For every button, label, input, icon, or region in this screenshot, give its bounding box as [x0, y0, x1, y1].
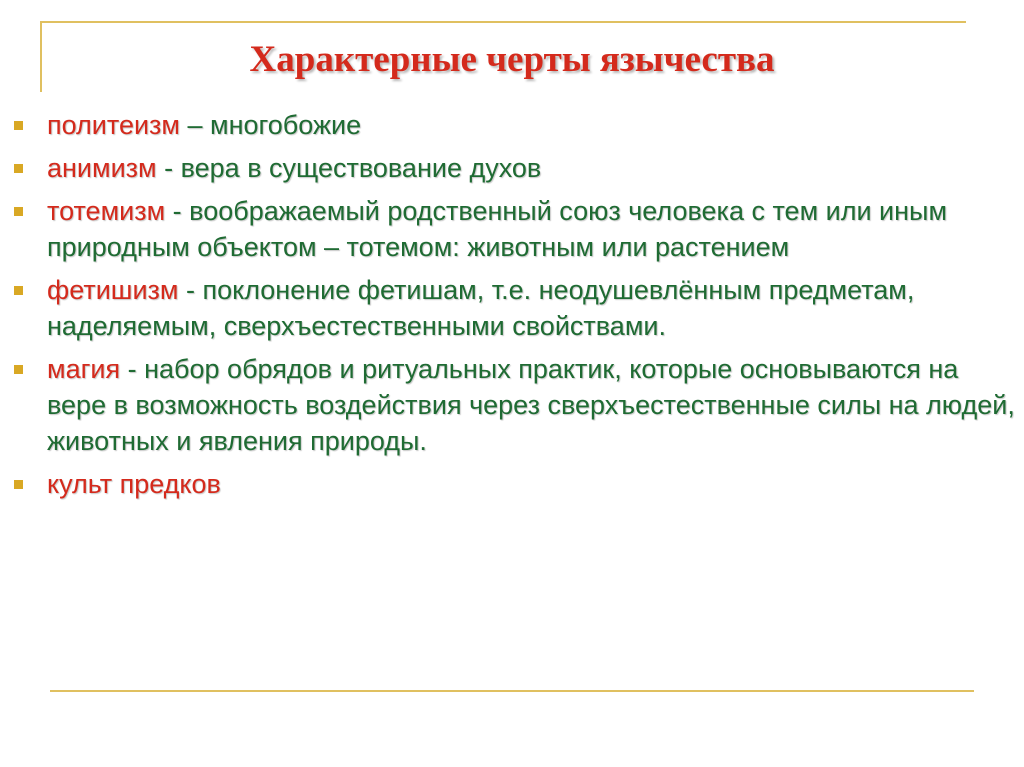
term: анимизм [47, 153, 157, 183]
square-bullet-icon [14, 164, 23, 173]
square-bullet-icon [14, 207, 23, 216]
definition: – многобожие [179, 110, 362, 140]
square-bullet-icon [14, 365, 23, 374]
list-item-animism [12, 150, 1016, 186]
term: политеизм [47, 110, 180, 140]
term: тотемизм [47, 196, 166, 226]
term: фетишизм [47, 275, 179, 305]
list-item-ancestor-cult [12, 466, 1016, 502]
slide-title: Характерные черты язычества [249, 39, 775, 80]
term: магия [47, 354, 121, 384]
list-item-magic [12, 351, 1016, 459]
term: культ предков [47, 469, 221, 499]
list-item-totemism [12, 193, 1016, 265]
square-bullet-icon [14, 286, 23, 295]
frame-top-line [40, 21, 966, 23]
list-item-fetishism [12, 272, 1016, 344]
features-list [12, 107, 1016, 509]
definition: - набор обрядов и ритуальных практик, которые основываются на вере в возможность воздействия через сверхъестественные силы на людей, животных и явления природы. [47, 354, 1015, 456]
list-item-polytheism [12, 107, 1016, 143]
definition: - воображаемый родственный союз человека с тем или иным природным объектом – тотемом: животным или растением [47, 196, 948, 262]
square-bullet-icon [14, 121, 23, 130]
square-bullet-icon [14, 480, 23, 489]
definition: - поклонение фетишам, т.е. неодушевлённым предметам, наделяемым, сверхъестественными свойствами. [47, 275, 915, 341]
definition: - вера в существование духов [156, 153, 542, 183]
frame-bottom-line [50, 690, 974, 692]
